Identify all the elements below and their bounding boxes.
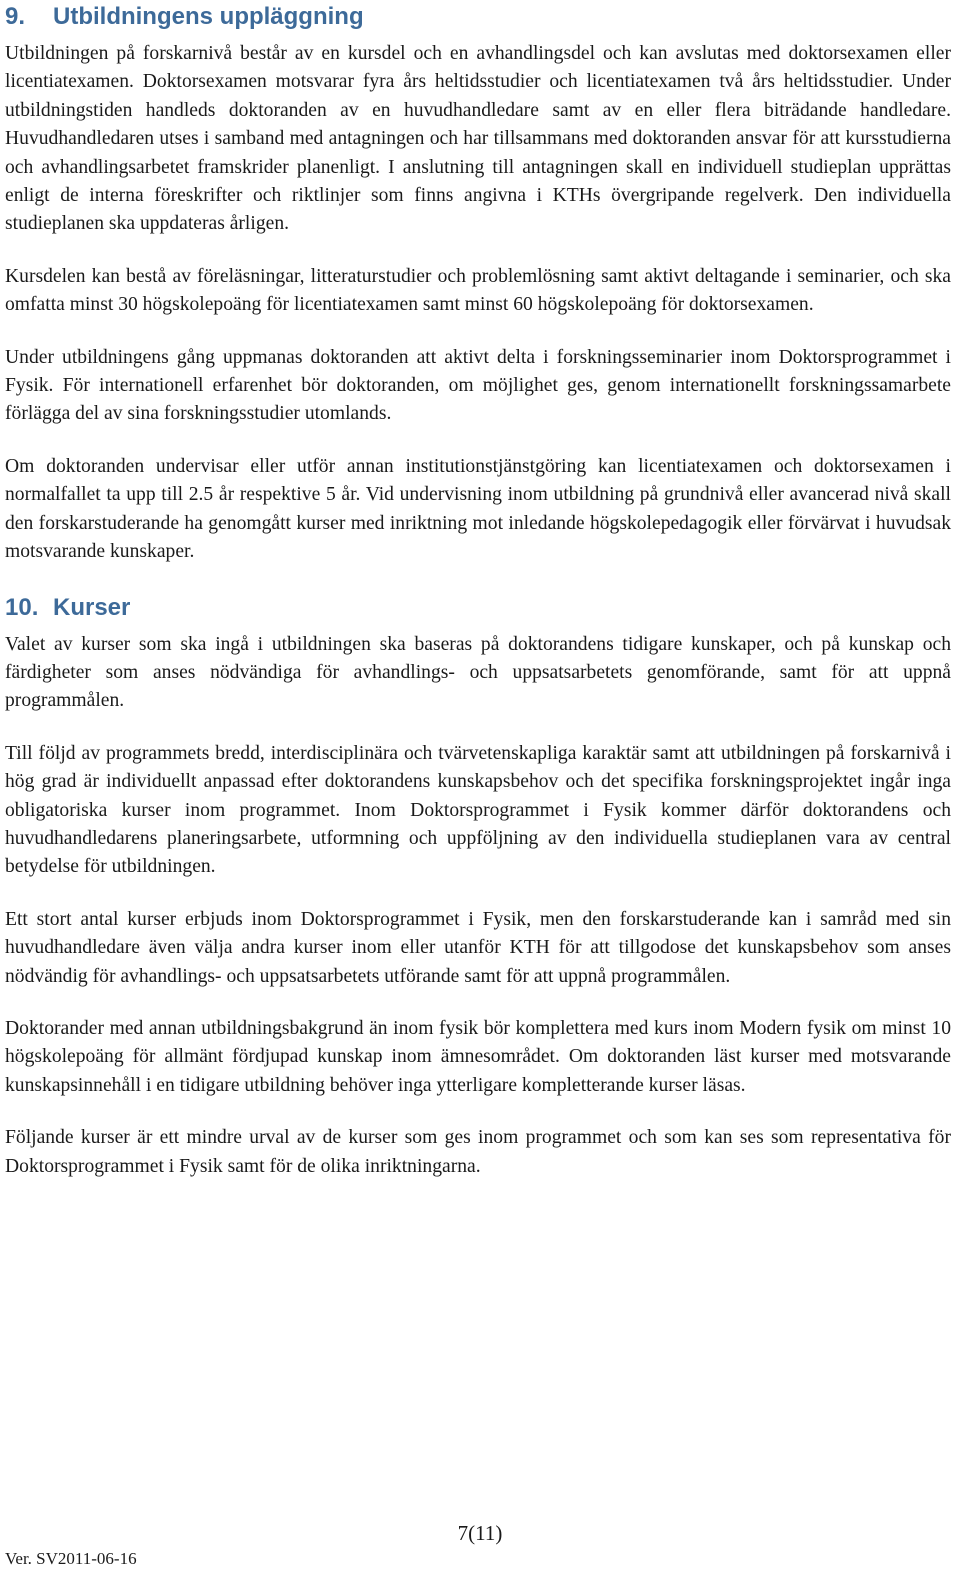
section-10-paragraph-4: Doktorander med annan utbildningsbakgrund än inom fysik bör komplettera med kurs inom Modern fysik om minst 10 högskolepoäng för allmänt fördjupad kunskap inom ämnesområdet. Om doktoranden läst kurser med motsvarande kunskapsinnehåll i en tidigare utbildning behöver inga ytterligare kompletterande kurser läsas. <box>5 1017 951 1096</box>
section-10-title: Kurser <box>53 593 131 621</box>
section-9-number: 9. <box>5 3 26 30</box>
section-9-paragraph-3: Under utbildningens gång uppmanas doktoranden att aktivt delta i forskningsseminarier inom Doktorsprogrammet i Fysik. För internationell erfarenhet bör doktoranden, om möjlighet ges, genom internationellt forskningssamarbete förlägga del av sina forskningsstudier utomlands. <box>5 346 951 425</box>
section-10-number: 10. <box>5 593 39 621</box>
section-10-paragraph-3: Ett stort antal kurser erbjuds inom Doktorsprogrammet i Fysik, men den forskarstuderande kan i samråd med sin huvudhandledare även välja andra kurser inom eller utanför KTH för att tillgodose det kunskapsbehov som anses nödvändig för avhandlings- och uppsatsarbetets utförande samt för att uppnå programmålen. <box>5 908 951 987</box>
section-9-paragraph-1: Utbildningen på forskarnivå består av en kursdel och en avhandlingsdel och kan avslutas med doktorsexamen eller licentiatexamen. Doktorsexamen motsvarar fyra års heltidsstudier och licentiatexamen två års heltidsstudier. Under utbildningstiden handleds doktoranden av en huvudhandledare samt av en eller flera biträdande handledare. Huvudhandledaren utses i samband med antagningen och har tillsammans med doktoranden ansvar för att kursstudierna och avhandlingsarbetet framskrider planenligt. I anslutning till antagningen skall en individuell studieplan upprättas enligt de interna föreskrifter och riktlinjer som finns angivna i KTHs övergripande regelverk. Den individuella studieplanen ska uppdateras årligen. <box>5 43 951 235</box>
version-label: Ver. SV2011-06-16 <box>5 1549 137 1568</box>
section-10-paragraph-2: Till följd av programmets bredd, interdisciplinära och tvärvetenskapliga karaktär samt att utbildningen på forskarnivå i hög grad är individuellt anpassad efter doktorandens kunskapsbehov och det specifika forskningsprojektet ingår inga obligatoriska kurser inom programmet. Inom Doktorsprogrammet i Fysik kommer därför doktorandens och huvudhandledarens planeringsarbete, utformning och uppföljning av den individuella studieplanen vara av central betydelse för utbildningen. <box>5 742 951 878</box>
section-10-heading <box>5 591 951 627</box>
section-9-title: Utbildningens uppläggning <box>53 3 364 30</box>
page-number: 7(11) <box>457 1521 503 1545</box>
section-9-paragraph-4: Om doktoranden undervisar eller utför annan institutionstjänstgöring kan licentiatexamen och doktorsexamen i normalfallet ta upp till 2.5 år respektive 5 år. Vid undervisning inom utbildning på grundnivå eller avancerad nivå skall den forskarstuderande ha genomgått kurser med inriktning mot inledande högskolepedagogik eller förvärvat i huvudsak motsvarande kunskaper. <box>5 455 951 563</box>
section-9-paragraph-2: Kursdelen kan bestå av föreläsningar, litteraturstudier och problemlösning samt aktivt deltagande i seminarier, och ska omfatta minst 30 högskolepoäng för licentiatexamen samt minst 60 högskolepoäng för doktorsexamen. <box>5 265 951 316</box>
section-10-paragraph-5: Följande kurser är ett mindre urval av de kurser som ges inom programmet och som kan ses som representativa för Doktorsprogrammet i Fysik samt för de olika inriktningarna. <box>5 1127 951 1177</box>
section-9-heading <box>5 0 951 36</box>
document-page <box>5 0 951 1205</box>
section-10-paragraph-1: Valet av kurser som ska ingå i utbildningen ska baseras på doktorandens tidigare kunskaper, och på kunskap och färdigheter som anses nödvändiga för avhandlings- och uppsatsarbetets genomförande, samt för att uppnå programmålen. <box>5 633 951 712</box>
